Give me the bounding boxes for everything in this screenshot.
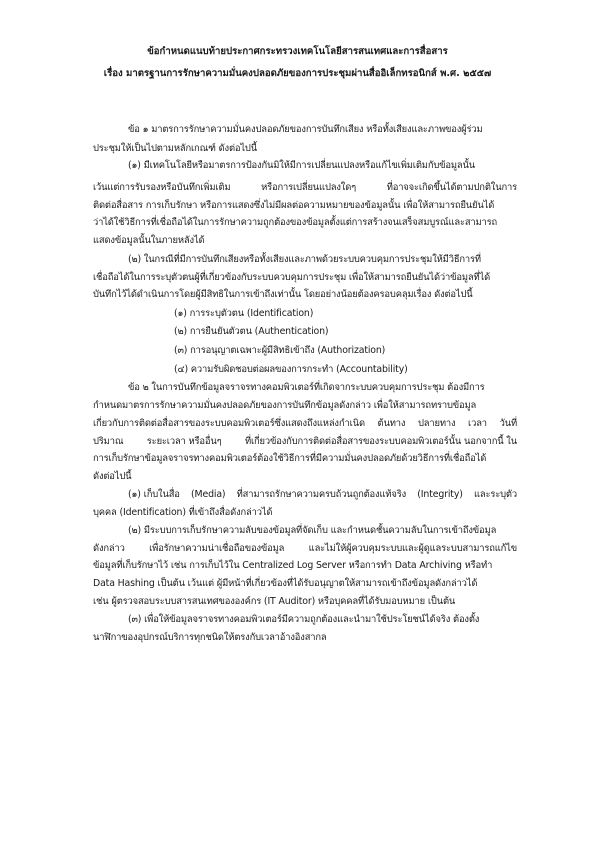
text-segment: บันทึกไว้ได้ดำเนินการโดยผู้มีสิทธิในการเข้าถึงเท่านั้น โดยอย่างน้อยต้องครอบคลุมเรื่อง ดังต่อไปนี้ — [93, 289, 473, 300]
clause2-item3-line-2: นาฬิกาของอุปกรณ์บริการทุกชนิดให้ตรงกับเวลาอ้างอิงสากล — [93, 632, 327, 643]
text-segment: เว้นแต่การรับรองหรือบันทึกเพิ่มเติม — [93, 182, 231, 193]
text-segment: (Media) — [191, 489, 226, 500]
text-segment: ที่เกี่ยวข้องกับการติดต่อสื่อสารของระบบคอมพิวเตอร์นั้น นอกจากนี้ ใน — [244, 436, 517, 447]
clause1-item1-line-3 — [93, 199, 517, 213]
clause2-item2-line-4 — [93, 577, 517, 591]
text-segment: ที่อาจจะเกิดขึ้นได้ตามปกติในการ — [386, 182, 517, 193]
text-segment: เพื่อรักษาความน่าเชื่อถือของข้อมูล — [149, 543, 285, 554]
text-segment: ปลายทาง — [417, 418, 456, 429]
text-segment: ข้อมูลที่เก็บรักษาไว้ เช่น การเก็บไว้ใน Centralized Log Server หรือการทำ Data Archiving หรือทำ — [93, 560, 493, 571]
clause2-line-3 — [93, 417, 517, 431]
text-segment: (๑) เก็บในสื่อ — [128, 489, 180, 500]
text-segment: (Integrity) — [417, 489, 463, 500]
text-segment: ระยะเวลา หรืออื่นๆ — [146, 436, 222, 447]
text-segment: หรือการเปลี่ยนแปลงใดๆ — [261, 182, 357, 193]
clause2-item2-line-3 — [93, 559, 517, 573]
text-segment: ที่สามารถรักษาความครบถ้วนถูกต้องแท้จริง — [236, 489, 407, 500]
clause2-item2-line-1 — [128, 524, 517, 538]
text-segment: ข้อ ๒ ในการบันทึกข้อมูลจราจรทางคอมพิวเตอร์ที่เกิดจากระบบควบคุมการประชุม ต้องมีการ — [128, 382, 485, 393]
text-segment: การเก็บรักษาข้อมูลจราจรทางคอมพิวเตอร์ต้องใช้วิธีการที่มีความมั่นคงปลอดภัยด้วยวิธีการที่เชื่อถือได้ — [93, 453, 487, 464]
text-segment: ข้อ ๑ มาตรการรักษาความมั่นคงปลอดภัยของการบันทึกเสียง หรือทั้งเสียงและภาพของผู้ร่วม — [128, 124, 483, 135]
document-title: ข้อกำหนดแนบท้ายประกาศกระทรวงเทคโนโลยีสารสนเทศและการสื่อสาร — [147, 46, 448, 57]
sub-item-authorization: (๓) การอนุญาตเฉพาะผู้มีสิทธิเข้าถึง (Authorization) — [174, 345, 386, 356]
text-segment: ดังกล่าว — [93, 543, 125, 554]
sub-item-identification: (๑) การระบุตัวตน (Identification) — [174, 308, 314, 319]
clause2-line-6: ดังต่อไปนี้ — [93, 471, 132, 482]
sub-item-accountability: (๔) ความรับผิดชอบต่อผลของการกระทำ (Accountability) — [174, 364, 408, 375]
text-segment: และไม่ให้ผู้ควบคุมระบบและผู้ดูแลระบบสามารถแก้ไข — [308, 543, 517, 554]
text-segment: กำหนดมาตรการรักษาความมั่นคงปลอดภัยของการบันทึกข้อมูลดังกล่าว เพื่อให้สามารถทราบข้อมูล — [93, 400, 477, 411]
text-segment: (๒) ในกรณีที่มีการบันทึกเสียงหรือทั้งเสียงและภาพด้วยระบบควบคุมการประชุมให้มีวิธีการที่ — [128, 254, 481, 265]
clause2-item2-line-2 — [93, 542, 517, 556]
clause2-item3-line-1 — [128, 613, 517, 627]
text-segment: ว่าได้ใช้วิธีการที่เชื่อถือได้ในการรักษาความถูกต้องของข้อมูลตั้งแต่การสร้างจนเสร็จสมบูรณ์และสามารถ — [93, 217, 498, 228]
clause1-item1-line-5: แสดงข้อมูลนั้นในภายหลังได้ — [93, 235, 205, 246]
clause1-item1-line-2 — [93, 181, 517, 195]
text-segment: เวลา — [468, 418, 487, 429]
text-segment: เกี่ยวกับการติดต่อสื่อสารของระบบคอมพิวเตอร์ซึ่งแสดงถึงแหล่งกำเนิด — [93, 418, 365, 429]
clause1-item1-line-1 — [128, 159, 517, 173]
text-segment: และระบุตัว — [473, 489, 517, 500]
text-segment: Data Hashing เป็นต้น เว้นแต่ ผู้มีหน้าที่เกี่ยวข้องที่ได้รับอนุญาตให้สามารถเข้าถึงข้อมูลดังกล่าวได้ — [93, 578, 478, 589]
clause2-line-1 — [128, 381, 517, 395]
clause1-line-2: ประชุมให้เป็นไปตามหลักเกณฑ์ ดังต่อไปนี้ — [93, 143, 257, 154]
text-segment: (๒) มีระบบการเก็บรักษาความลับของข้อมูลที่จัดเก็บ และกำหนดชั้นความลับในการเข้าถึงข้อมูล — [128, 525, 497, 536]
text-segment: (๑) มีเทคโนโลยีหรือมาตรการป้องกันมิให้มีการเปลี่ยนแปลงหรือแก้ไขเพิ่มเติมกับข้อมูลนั้น — [128, 160, 476, 171]
document-subject: เรื่อง มาตรฐานการรักษาความมั่นคงปลอดภัยของการประชุมผ่านสื่ออิเล็กทรอนิกส์ พ.ศ. ๒๕๕๗ — [103, 68, 492, 79]
clause2-line-5 — [93, 452, 517, 466]
text-segment: ติดต่อสื่อสาร การเก็บรักษา หรือการแสดงซึ่งไม่มีผลต่อความหมายของข้อมูลนั้น เพื่อให้สามารถยืนยันได้ — [93, 200, 495, 211]
clause2-line-4 — [93, 435, 517, 449]
clause2-item1-line-1 — [128, 488, 517, 502]
text-segment: วันที่ — [499, 418, 517, 429]
clause2-item2-line-5: เช่น ผู้ตรวจสอบระบบสารสนเทศขององค์กร (IT Auditor) หรือบุคคลที่ได้รับมอบหมาย เป็นต้น — [93, 596, 456, 607]
clause1-item1-line-4 — [93, 216, 517, 230]
text-segment: ปริมาณ — [93, 436, 124, 447]
clause2-item1-line-2: บุคคล (Identification) ที่เข้าถึงสื่อดังกล่าวได้ — [93, 507, 273, 518]
clause1-item2-line-3 — [93, 288, 517, 302]
clause1-item2-line-1 — [128, 253, 517, 267]
text-segment: ต้นทาง — [377, 418, 406, 429]
clause1-item2-line-2 — [93, 271, 517, 285]
clause2-line-2 — [93, 399, 517, 413]
clause1-line-1 — [128, 123, 517, 137]
text-segment: (๓) เพื่อให้ข้อมูลจราจรทางคอมพิวเตอร์มีความถูกต้องและนำมาใช้ประโยชน์ได้จริง ต้องตั้ง — [128, 614, 480, 625]
text-segment: เชื่อถือได้ในการระบุตัวตนผู้ที่เกี่ยวข้องกับระบบควบคุมการประชุม เพื่อให้สามารถยืนยันได้ว่าข้อมูลที่ได้ — [93, 272, 491, 283]
sub-item-authentication: (๒) การยืนยันตัวตน (Authentication) — [174, 326, 329, 337]
